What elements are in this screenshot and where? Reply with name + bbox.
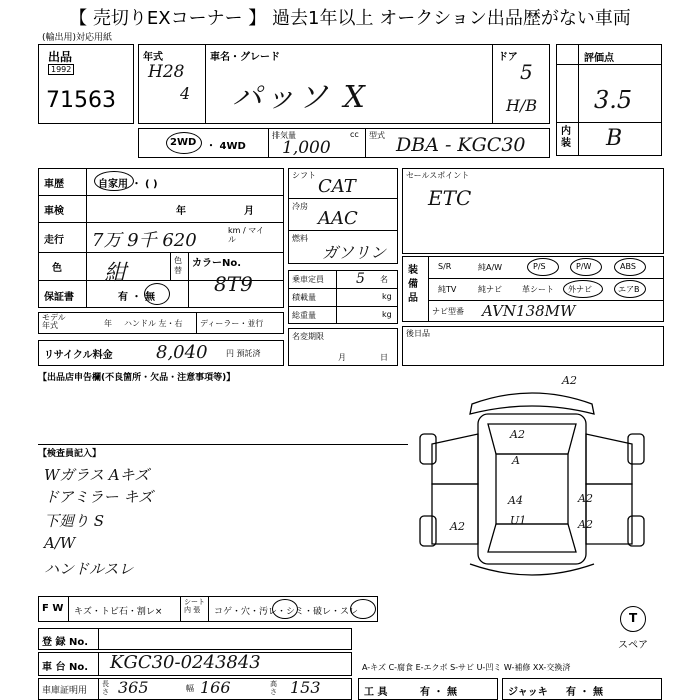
spare-mark: T xyxy=(629,611,638,625)
weight-unit: kg xyxy=(382,310,392,319)
cert-label: 車庫証明用 xyxy=(42,686,88,696)
inspection-label: 車検 xyxy=(44,206,64,217)
equip-abs: ABS xyxy=(620,262,636,271)
reg-label: 登 録 No. xyxy=(42,637,89,648)
shift-label: シフト xyxy=(292,171,316,180)
month-value: 4 xyxy=(180,84,191,103)
banner-title: 【 売切りEXコーナー 】 過去1年以上 オークション出品歴がない車両 xyxy=(69,8,631,29)
recycle-unit: 円 預託済 xyxy=(226,349,261,358)
lot-number: 71563 xyxy=(46,88,116,113)
color-value: 紺 xyxy=(104,261,127,286)
equip-navi: 純ナビ xyxy=(478,285,502,294)
equip-tv: 純TV xyxy=(438,285,457,294)
sales-value: ETC xyxy=(428,186,472,210)
capacity-unit: 名 xyxy=(380,275,388,284)
seat-wear-circle xyxy=(350,599,376,619)
lot-badge: 1992 xyxy=(48,64,74,75)
seat-options: コゲ・穴・汚レ・シミ・破レ・スレ xyxy=(214,607,359,617)
year-value: H28 xyxy=(148,62,185,82)
warranty-options: 有 ・ 無 xyxy=(118,292,155,303)
damage-mark-5: U1 xyxy=(510,514,527,527)
shape-value: H/B xyxy=(506,96,538,115)
top-note: (輸出用)対応用紙 xyxy=(42,33,113,43)
load-unit: kg xyxy=(382,292,392,301)
model-label: 型式 xyxy=(369,131,385,140)
inspection-year: 年 xyxy=(176,206,186,217)
recycle-value: 8,040 xyxy=(156,342,208,363)
height-label: 高さ xyxy=(270,680,277,696)
load-label: 積載量 xyxy=(292,293,316,302)
damage-mark-2: A2 xyxy=(510,428,525,441)
displacement-value: 1,000 xyxy=(282,138,331,158)
damage-mark-1: A2 xyxy=(562,374,577,387)
inspector-note-4: A/W xyxy=(44,534,76,552)
width-value: 166 xyxy=(200,678,231,697)
displacement-label: 排気量 xyxy=(272,131,296,140)
name-change-day: 日 xyxy=(380,353,388,362)
recycle-label: リサイクル料金 xyxy=(44,350,113,361)
weight-label: 総重量 xyxy=(292,311,316,320)
inspector-note-1: Wガラス Aキズ xyxy=(44,466,150,484)
damage-mark-3: A xyxy=(512,454,520,467)
sales-label: セールスポイント xyxy=(406,171,470,180)
name-label: 車名・グレード xyxy=(210,52,280,63)
fuel-value: ガソリン xyxy=(322,243,387,262)
length-label: 長さ xyxy=(102,680,109,696)
color-no-label: カラーNo. xyxy=(192,258,242,269)
seat-label: シート 内 張 xyxy=(184,598,205,614)
warranty-label: 保証書 xyxy=(44,292,74,303)
car-name: パッソ X xyxy=(232,80,368,115)
equip-ext-navi: 外ナビ xyxy=(568,285,592,294)
equip-alloy-wheels: 純A/W xyxy=(478,263,503,272)
capacity-value: 5 xyxy=(356,271,365,287)
after-label: 後日品 xyxy=(406,329,430,338)
height-value: 153 xyxy=(290,678,321,697)
length-value: 365 xyxy=(118,678,149,697)
equip-s-r: S/R xyxy=(438,262,452,271)
score-value: 3.5 xyxy=(594,86,633,114)
seat-stain-circle xyxy=(272,599,298,619)
model-year-label: モデル年式 xyxy=(42,313,66,330)
jack-value: 有 ・ 無 xyxy=(566,687,603,698)
inspector-label: 【検査員記入】 xyxy=(38,449,102,459)
score-label: 評価点 xyxy=(584,53,614,64)
mileage-label: 走行 xyxy=(44,235,64,246)
capacity-label: 乗車定員 xyxy=(292,275,324,284)
tools-label: 工 具 xyxy=(364,687,388,698)
fuel-label: 燃料 xyxy=(292,234,308,243)
mileage-value: 7万 9千 620 xyxy=(92,230,197,251)
equip-label: 装備品 xyxy=(408,265,418,304)
damage-mark-4: A4 xyxy=(508,494,523,507)
equip-leather: 革シート xyxy=(522,285,554,294)
interior-label: 内装 xyxy=(561,126,571,149)
fw-options: キズ・トビ石・割レ× xyxy=(74,607,163,617)
mileage-unit: km / マイル xyxy=(228,226,265,244)
navi-value: AVN138MW xyxy=(482,302,576,320)
name-change-month: 月 xyxy=(338,353,346,362)
tools-value: 有 ・ 無 xyxy=(420,687,457,698)
inspector-note-5: ハンドルスレ xyxy=(44,560,134,578)
history-options: 自家用 ・ ( ) xyxy=(98,179,158,190)
year-label: 年式 xyxy=(143,52,163,63)
equip-pw: P/W xyxy=(576,262,592,271)
width-label: 幅 xyxy=(186,684,194,693)
inspector-note-3: 下廻り S xyxy=(44,512,105,530)
interior-value: B xyxy=(606,126,623,151)
navi-label: ナビ型番 xyxy=(432,307,464,316)
drive-2wd: 2WD xyxy=(170,137,197,148)
inspector-note-2: ドアミラー キズ xyxy=(44,488,154,506)
door-label: ドア xyxy=(498,52,518,63)
damage-mark-8: A2 xyxy=(578,518,593,531)
equip-airbag: エアB xyxy=(618,285,640,294)
equip-ps: P/S xyxy=(533,262,546,271)
history-label: 車歴 xyxy=(44,179,64,190)
color-label: 色 xyxy=(52,263,62,274)
inspection-month: 月 xyxy=(244,206,254,217)
dealer-label: ディーラー・並行 xyxy=(200,319,264,328)
chassis-label: 車 台 No. xyxy=(42,662,89,673)
door-value: 5 xyxy=(520,60,533,84)
color-no-value: 8T9 xyxy=(214,272,253,296)
model-year-year: 年 xyxy=(104,319,112,328)
name-change-label: 名変期限 xyxy=(292,332,324,341)
ac-label: 冷房 xyxy=(292,202,308,211)
jack-label: ジャッキ xyxy=(508,687,548,698)
seller-label: 【出品店申告欄(不良箇所・欠品・注意事項等)】 xyxy=(38,373,236,383)
drive-4wd: ・ 4WD xyxy=(206,141,246,152)
handle-label: ハンドル 左・右 xyxy=(124,319,183,328)
spare-label: スペア xyxy=(618,640,648,651)
car-diagram xyxy=(412,374,652,594)
damage-legend: A-キズ C-腐食 E-エクボ S-サビ U-凹ミ W-補修 XX-交換済 xyxy=(362,663,571,672)
damage-mark-6: A2 xyxy=(578,492,593,505)
lot-label: 出品 xyxy=(48,50,73,64)
ac-value: AAC xyxy=(318,208,358,229)
fw-label: F W xyxy=(42,603,64,614)
cc-unit: cc xyxy=(350,130,359,139)
shift-value: CAT xyxy=(318,176,356,197)
chassis-value: KGC30-0243843 xyxy=(110,652,261,673)
model-value: DBA - KGC30 xyxy=(396,134,526,156)
damage-mark-7: A2 xyxy=(450,520,465,533)
after-box xyxy=(402,326,664,366)
repaint-label: 色替 xyxy=(174,256,182,275)
